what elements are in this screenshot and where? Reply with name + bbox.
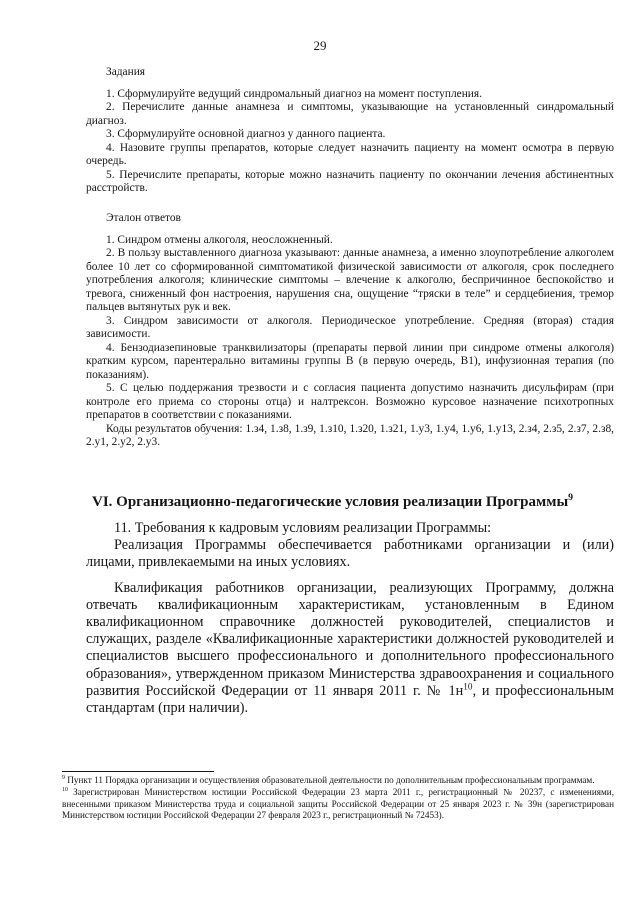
- task-item-1: 1. Сформулируйте ведущий синдромальный диагноз на момент поступления.: [106, 87, 482, 100]
- task-item-4: 4. Назовите группы препаратов, которые следует назначить пациенту на момент осмотра в первую очередь.: [86, 141, 614, 167]
- section-title-text: VI. Организационно-педагогические условия реализации Программы: [92, 494, 569, 510]
- task-item-5: 5. Перечислите препараты, которые можно назначить пациенту по окончании лечения абстинентных расстройств.: [86, 168, 614, 194]
- footnote-divider: [62, 771, 214, 772]
- answers-heading: Эталон ответов: [106, 212, 181, 224]
- section-title: [92, 494, 622, 511]
- task-item-3: 3. Сформулируйте основной диагноз у данного пациента.: [106, 128, 386, 140]
- answer-item-3: 3. Синдром зависимости от алкоголя. Периодическое употребление. Средняя (вторая) стадия зависимости.: [86, 314, 614, 340]
- tasks-heading: Задания: [106, 66, 146, 78]
- section-body: [86, 520, 614, 717]
- footnote-mark-9: 9: [62, 774, 65, 781]
- page-number: 29: [313, 38, 327, 53]
- footnote-ref-9: 9: [568, 492, 574, 503]
- learning-outcome-codes: Коды результатов обучения: 1.з4, 1.з8, 1.з9, 1.з10, 1.з20, 1.з21, 1.у3, 1.у4, 1.у6, 1.у13, 2.з4, 2.з5, 2.з7, 2.з8, 2.у1, 2.у2, 2.у3.: [86, 422, 614, 448]
- section-paragraph-2: [86, 580, 614, 718]
- section-subtitle: 11. Требования к кадровым условиям реализации Программы:: [114, 520, 492, 536]
- tasks-block: [86, 66, 614, 196]
- footnote-mark-10: 10: [62, 787, 68, 794]
- answer-item-4: 4. Бензодиазепиновые транквилизаторы (препараты первой линии при синдроме отмены алкоголя) кратким курсом, парентерально витамины группы В (в первую очередь, В1), инфузионная терапия (по показаниям).: [86, 341, 614, 381]
- footnotes: [62, 775, 614, 823]
- answer-item-5: 5. С целью поддержания трезвости и с согласия пациента допустимо назначить дисульфирам (при контроле его приема со стороны отца) и налтрексон. Возможно курсовое назначение психотропных препаратов в соответствии с показаниями.: [86, 382, 614, 421]
- answer-item-1: 1. Синдром отмены алкоголя, неосложненный.: [106, 233, 333, 246]
- section-paragraph-2-text: Квалификация работников организации, реализующих Программу, должна отвечать квалификационным характеристикам, установленным в Едином квалификационном справочнике должностей руководителей, специалистов и служащих, разделе «Квалификационные характеристики должностей руководителей и специалистов высшего профессионального и дополнительного профессионального образования», утвержденном приказом Министерства здравоохранения и социального развития Российской Федерации от 11 января 2011 г. № 1н: [86, 579, 614, 699]
- footnote-9: [62, 775, 614, 786]
- answers-block: [86, 212, 614, 450]
- task-item-2: 2. Перечислите данные анамнеза и симптомы, указывающие на установленный синдромальный диагноз.: [86, 101, 614, 127]
- footnote-10: [62, 787, 614, 821]
- answer-item-2: 2. В пользу выставленного диагноза указывают: данные анамнеза, а именно злоупотребление алкоголем более 10 лет со сформированной симптоматикой физической зависимости от алкоголя, срок последнего употребления алкоголя; клинические симптомы – влечение к алкоголю, беспричинное беспокойство и тревога, сниженный фон настроения, нарушения сна, ощущение “тряски в теле” и сердцебиения, тремор пальцев вытянутых рук и век.: [86, 247, 614, 313]
- footnote-9-text: Пункт 11 Порядка организации и осуществления образовательной деятельности по дополнительным профессиональным программам.: [64, 775, 595, 785]
- section-paragraph-2-end: , и профессиональным стандартам (при наличии).: [86, 682, 614, 717]
- section-paragraph-1: Реализация Программы обеспечивается работниками организации и (или) лицами, привлекаемыми на иных условиях.: [86, 537, 614, 571]
- footnote-ref-10: 10: [463, 681, 473, 692]
- footnote-10-text: Зарегистрирован Министерством юстиции Российской Федерации 23 марта 2011 г., регистрационный № 20237, с изменениями, внесенными приказом Министерства труда и социальной защиты Российской Федерации от 25 января 2023 г. № 39н (зарегистрирован Министерством юстиции Российской Федерации 27 февраля 2023 г., регистрационный № 72453).: [62, 787, 614, 821]
